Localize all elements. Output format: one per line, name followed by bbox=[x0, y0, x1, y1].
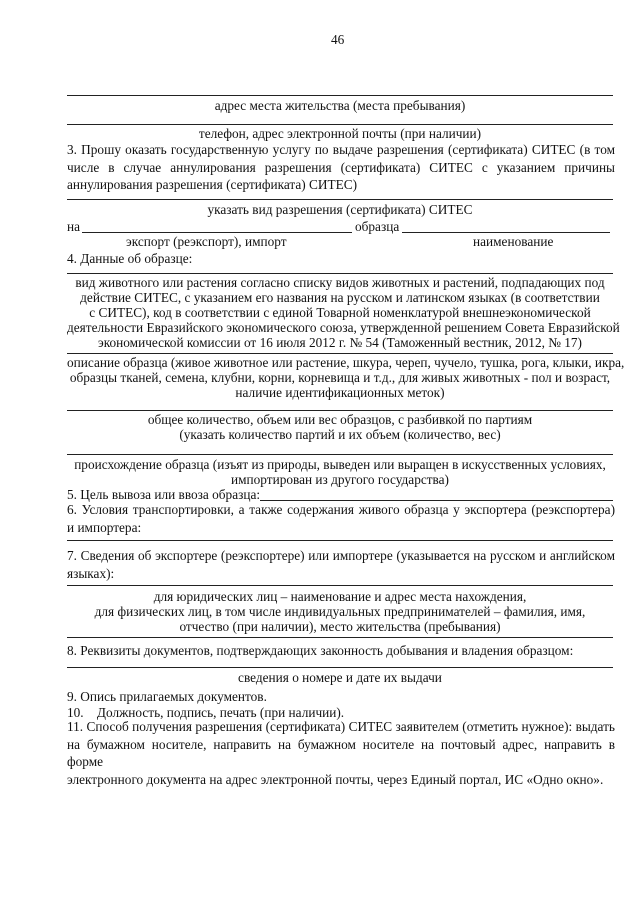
description-line bbox=[67, 353, 613, 354]
entities-bottom-line bbox=[67, 637, 613, 638]
entities-caption bbox=[67, 589, 613, 634]
sample-name-field[interactable] bbox=[402, 232, 610, 233]
permit-type-caption: указать вид разрешения (сертификата) СИТЕС bbox=[207, 202, 473, 217]
documents-line bbox=[67, 667, 613, 668]
entities-caption-line: для юридических лиц – наименование и адрес места нахождения, bbox=[153, 589, 527, 604]
species-caption bbox=[67, 275, 620, 350]
species-caption-line: экономической комиссии от 16 июля 2012 г. № 54 (Таможенный вестник, 2012, № 17) bbox=[98, 335, 582, 350]
item-3-line: аннулирования разрешения (сертификата) СИТЕС) bbox=[67, 177, 358, 192]
page-number: 46 bbox=[331, 32, 345, 47]
item-8-label: 8. Реквизиты документов, подтверждающих законность добывания и владения образцом: bbox=[67, 643, 574, 658]
description-caption bbox=[67, 355, 625, 400]
item-11-line: на бумажном носителе, направить на бумажном носителе на почтовый адрес, направить в форме bbox=[67, 736, 615, 769]
item-3-paragraph bbox=[67, 141, 615, 194]
description-caption-line: описание образца (живое животное или растение, шкура, череп, чучело, тушка, рога, клыки, икра, bbox=[67, 355, 625, 370]
quantity-caption-line: (указать количество партий и их объем (количество, вес) bbox=[179, 427, 501, 442]
name-caption: наименование bbox=[473, 234, 554, 249]
item-3-line: числе в случае аннулирования разрешения (сертификата) СИТЕС с указанием причины bbox=[67, 159, 615, 175]
residence-line bbox=[67, 95, 613, 96]
phone-line bbox=[67, 124, 613, 125]
item-9-label: 9. Опись прилагаемых документов. bbox=[67, 689, 267, 704]
on-label: на bbox=[67, 219, 81, 234]
item-11-line: электронного документа на адрес электронной почты, через Единый портал, ИС «Одно окно». bbox=[67, 771, 604, 787]
item-7-line: 7. Сведения об экспортере (реэкспортере) или импортере (указывается на русском и английском bbox=[67, 548, 615, 563]
species-caption-line: действие СИТЕС, с указанием его названия на русском и латинском языках (в соответствии bbox=[80, 290, 600, 305]
item-10-label: 10. Должность, подпись, печать (при наличии). bbox=[67, 705, 345, 720]
quantity-line bbox=[67, 410, 613, 411]
permit-type-line bbox=[67, 199, 613, 200]
item-11-paragraph bbox=[67, 718, 615, 788]
description-caption-line: образцы тканей, семена, клубни, корни, корневища и т.д., для живых животных - пол и возраст, bbox=[69, 370, 611, 385]
party-line bbox=[67, 585, 613, 586]
phone-caption: телефон, адрес электронной почты (при наличии) bbox=[198, 126, 482, 141]
species-line bbox=[67, 273, 613, 274]
description-caption-line: наличие идентификационных меток) bbox=[235, 385, 445, 400]
item-5-label: 5. Цель вывоза или ввоза образца: bbox=[67, 487, 261, 502]
item-7-paragraph bbox=[67, 547, 615, 582]
species-caption-line: вид животного или растения согласно списку видов животных и растений, подпадающих под bbox=[75, 275, 605, 290]
item-4-heading: 4. Данные об образце: bbox=[67, 251, 193, 266]
entities-caption-line: для физических лиц, в том числе индивидуальных предпринимателей – фамилия, имя, bbox=[94, 604, 586, 619]
item-7-line: языках): bbox=[67, 565, 115, 581]
origin-line bbox=[67, 454, 613, 455]
residence-caption: адрес места жительства (места пребывания) bbox=[214, 98, 466, 113]
origin-caption-line: импортирован из другого государства) bbox=[231, 472, 449, 487]
item-6-line: 6. Условия транспортировки, а также содержания живого образца у экспортера (реэкспортера) bbox=[67, 502, 615, 517]
doc-info-caption: сведения о номере и дате их выдачи bbox=[238, 670, 442, 685]
quantity-caption-line: общее количество, объем или вес образцов, с разбивкой по партиям bbox=[147, 412, 533, 427]
quantity-caption bbox=[67, 412, 613, 442]
transport-line bbox=[67, 540, 613, 541]
species-caption-line: деятельности Евразийского экономического союза, утвержденной решением Совета Евразийской bbox=[67, 320, 620, 335]
export-import-field[interactable] bbox=[82, 232, 352, 233]
item-6-paragraph bbox=[67, 501, 615, 536]
entities-caption-line: отчество (при наличии), место жительства (пребывания) bbox=[179, 619, 501, 634]
export-import-caption: экспорт (реэкспорт), импорт bbox=[126, 234, 287, 249]
origin-caption bbox=[67, 457, 613, 487]
item-11-line: 11. Способ получения разрешения (сертификата) СИТЕС заявителем (отметить нужное): выдать bbox=[67, 719, 615, 734]
origin-caption-line: происхождение образца (изъят из природы, выведен или выращен в искусственных условиях, bbox=[74, 457, 606, 472]
sample-label: образца bbox=[355, 219, 400, 234]
species-caption-line: с СИТЕС), код в соответствии с единой Товарной номенклатурой внешнеэкономической bbox=[89, 305, 591, 320]
item-3-line: 3. Прошу оказать государственную услугу по выдаче разрешения (сертификата) СИТЕС (в том bbox=[67, 142, 615, 157]
item-6-line: и импортера: bbox=[67, 519, 142, 535]
